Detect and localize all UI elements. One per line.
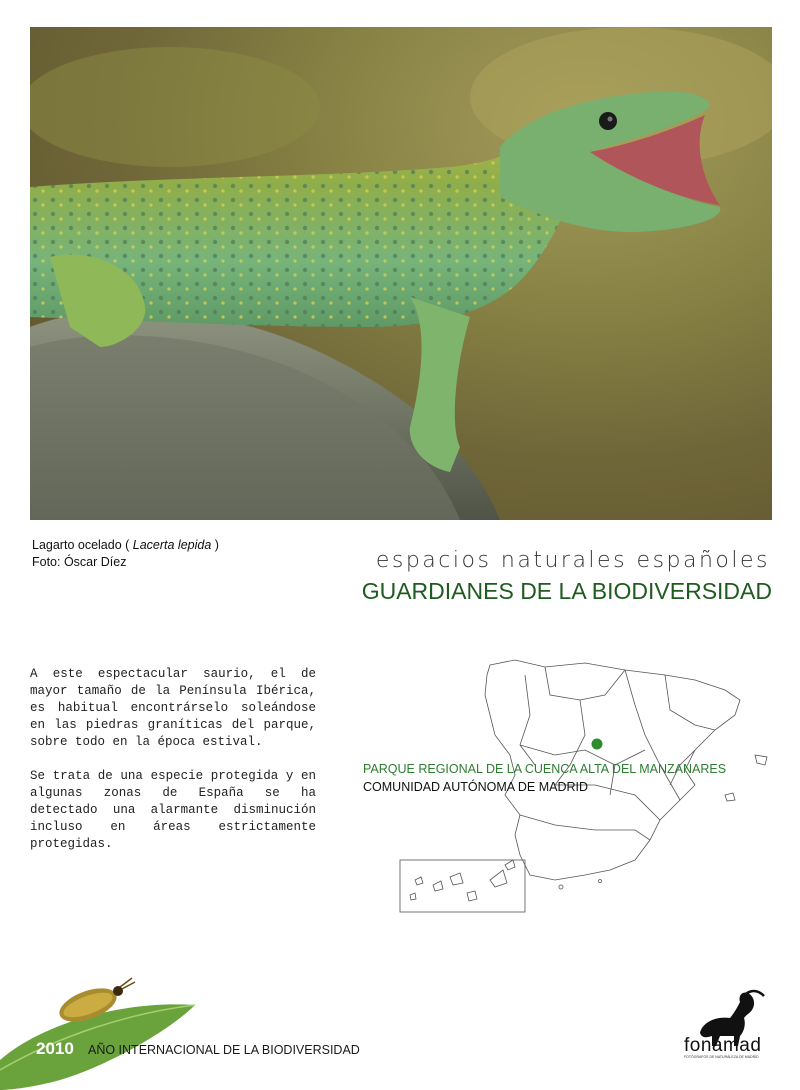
park-name: PARQUE REGIONAL DE LA CUENCA ALTA DEL MANZANARES (363, 762, 727, 776)
description (30, 666, 316, 870)
footer-year: 2010 (36, 1039, 74, 1058)
lizard-illustration (30, 27, 772, 520)
lizard-photo (30, 27, 772, 520)
description-paragraph-1: A este espectacular saurio, el de mayor tamaño de la Península Ibérica, es habitual encontrárselo soleándose en las piedras graníticas del parque, sobre todo en la época estival. (30, 667, 316, 749)
series-title: GUARDIANES DE LA BIODIVERSIDAD (361, 578, 772, 604)
series-subtitle: espacios naturales españoles (375, 548, 770, 573)
location-marker (592, 739, 603, 750)
logo-tagline: FOTÓGRAFOS DE NATURALEZA DE MADRID (684, 1055, 759, 1059)
description-paragraph-2: Se trata de una especie protegida y en algunas zonas de España se ha detectado una alarmante disminución incluso en áreas estrictamente protegidas. (30, 769, 316, 851)
scientific-name: Lacerta lepida (132, 538, 212, 552)
footer-text: AÑO INTERNACIONAL DE LA BIODIVERSIDAD (88, 1043, 360, 1057)
region-name: COMUNIDAD AUTÓNOMA DE MADRID (363, 780, 589, 794)
caption-credit: Foto: Óscar Díez (32, 555, 127, 569)
leaf-beetle-decoration (0, 965, 210, 1090)
photo-caption (32, 537, 219, 571)
logo-name: fonamad (684, 1035, 762, 1056)
caption-species: Lagarto ocelado ( Lacerta lepida ) (32, 538, 219, 552)
